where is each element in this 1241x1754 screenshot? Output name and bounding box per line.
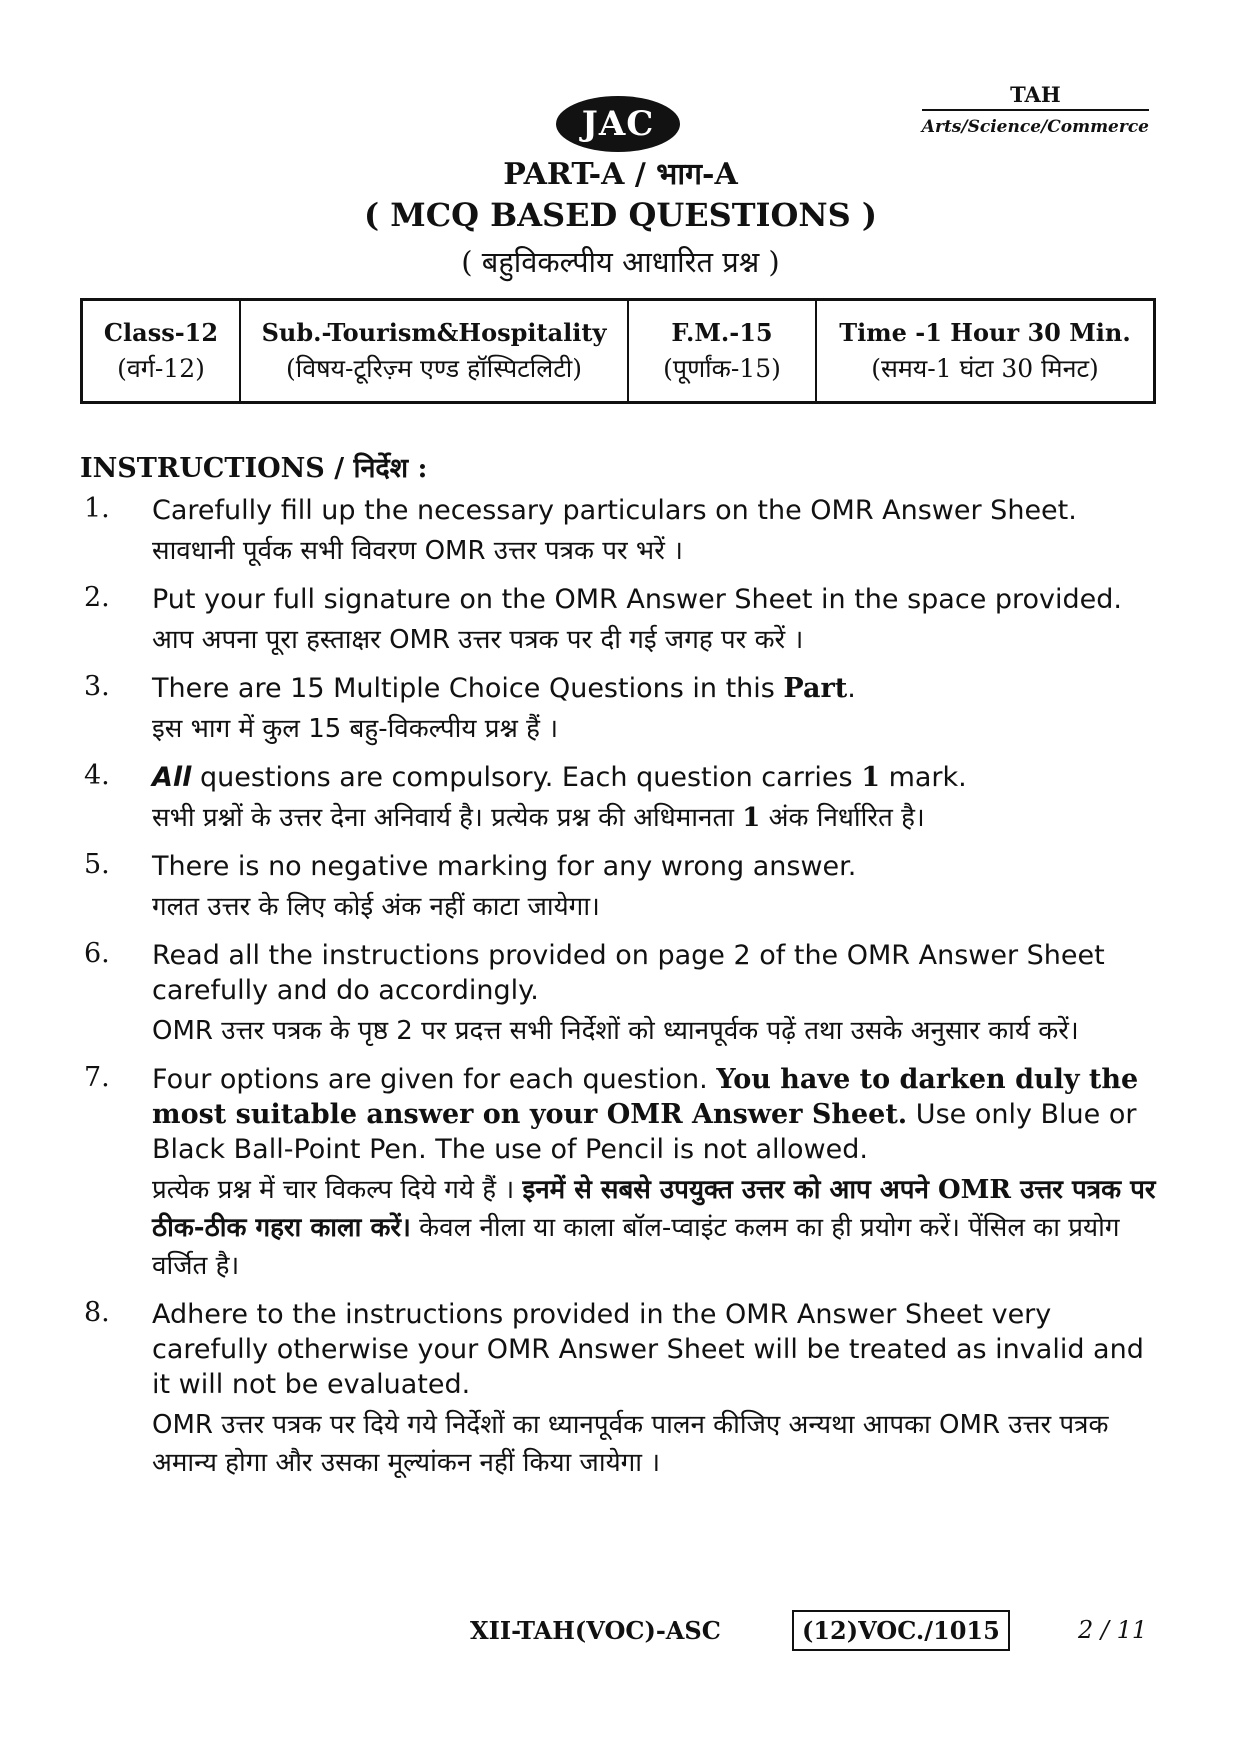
instruction-item (80, 1297, 1164, 1482)
item-number: 7. (84, 1062, 110, 1093)
footer-paper-code: XII-TAH(VOC)-ASC (470, 1616, 721, 1645)
text-run: केवल नीला या काला बॉल-प्वाइंट कलम का ही प्रयोग करें। पेंसिल का प्रयोग वर्जित है। (152, 1213, 1120, 1281)
instruction-en: Put your full signature on the OMR Answer Sheet in the space provided. (152, 584, 1123, 615)
section-title-hi: ( बहुविकल्पीय आधारित प्रश्न ) (461, 245, 780, 279)
bold-text: 1 (861, 762, 880, 793)
page-number: 2 / 11 (1078, 1616, 1148, 1644)
part-title: PART-A / भाग-A (503, 157, 738, 192)
subject-hi: (विषय-टूरिज़्म एण्ड हॉस्पिटलिटी) (285, 354, 583, 383)
text-run: Use only Blue or Black Ball-Point Pen. The use of Pencil is not allowed. (152, 1099, 1137, 1165)
bold-italic-text: All (152, 762, 192, 793)
instruction-item (80, 671, 1164, 748)
instruction-item (80, 760, 1164, 837)
bold-text: इनमें से सबसे उपयुक्त उत्तर को आप अपने OMR उत्तर पत्रक पर ठीक-ठीक गहरा काला करें। (152, 1175, 1156, 1243)
time-cell (816, 300, 1155, 403)
time-en: Time -1 Hour 30 Min. (839, 318, 1131, 347)
item-number: 1. (84, 493, 110, 524)
instruction-item (80, 849, 1164, 926)
instruction-hi: आप अपना पूरा हस्ताक्षर OMR उत्तर पत्रक पर दी गई जगह पर करें । (152, 625, 804, 655)
instruction-en: Adhere to the instructions provided in the OMR Answer Sheet very carefully otherwise your OMR Answer Sheet will be treated as invalid and it will not be evaluated. (152, 1299, 1144, 1400)
text-run: questions are compulsory. Each question carries (191, 762, 862, 793)
instructions-section (80, 448, 1164, 1494)
item-number: 4. (84, 760, 110, 791)
marks-cell (628, 300, 816, 403)
instruction-hi (152, 799, 1164, 837)
bold-text: 1 (742, 803, 761, 833)
bold-text: You have to darken duly the most suitable answer on your OMR Answer Sheet. (152, 1064, 1139, 1130)
instruction-hi: OMR उत्तर पत्रक पर दिये गये निर्देशों का ध्यानपूर्वक पालन कीजिए अन्यथा आपका OMR उत्तर पत्रक अमान्य होगा और उसका मूल्यांकन नहीं किया जायेगा । (152, 1410, 1109, 1478)
stream-label: Arts/Science/Commerce (921, 117, 1149, 137)
item-number: 3. (84, 671, 110, 702)
instruction-en (152, 1062, 1164, 1167)
text-run: Four options are given for each question. (152, 1064, 717, 1095)
subject-en: Sub.-Tourism&Hospitality (261, 318, 607, 347)
marks-hi: (पूर्णांक-15) (663, 354, 781, 383)
instruction-item (80, 1062, 1164, 1285)
item-number: 6. (84, 938, 110, 969)
jac-logo: JAC (556, 96, 680, 152)
instruction-en: There is no negative marking for any wrong answer. (152, 851, 857, 882)
text-run: प्रत्येक प्रश्न में चार विकल्प दिये गये हैं । (152, 1175, 523, 1205)
bold-text: Part (783, 673, 848, 704)
footer-box-code: (12)VOC./1015 (792, 1610, 1010, 1651)
class-en: Class-12 (103, 318, 219, 347)
exam-info-table (80, 298, 1156, 404)
instruction-hi (152, 1171, 1164, 1285)
time-hi: (समय-1 घंटा 30 मिनट) (871, 354, 1099, 383)
class-cell (82, 300, 241, 403)
text-run: mark. (879, 762, 967, 793)
paper-code-block (922, 82, 1149, 137)
text-run: सभी प्रश्नों के उत्तर देना अनिवार्य है। प्रत्येक प्रश्न की अधिमानता (152, 803, 743, 833)
instruction-hi: इस भाग में कुल 15 बहु-विकल्पीय प्रश्न हैं । (152, 714, 559, 744)
item-number: 8. (84, 1297, 110, 1328)
text-run: अंक निर्धारित है। (760, 803, 925, 833)
instructions-heading: INSTRUCTIONS / निर्देश : (80, 453, 428, 484)
instruction-en: Carefully fill up the necessary particulars on the OMR Answer Sheet. (152, 495, 1077, 526)
subject-code: TAH (922, 82, 1149, 111)
instruction-hi: सावधानी पूर्वक सभी विवरण OMR उत्तर पत्रक पर भरें । (152, 536, 683, 566)
instruction-item (80, 493, 1164, 570)
instruction-en (152, 760, 1164, 795)
subject-cell (240, 300, 628, 403)
text-run: . (847, 673, 856, 704)
text-run: There are 15 Multiple Choice Questions in this (152, 673, 784, 704)
item-number: 5. (84, 849, 110, 880)
section-title-en: ( MCQ BASED QUESTIONS ) (363, 196, 878, 234)
item-number: 2. (84, 582, 110, 613)
instruction-en (152, 671, 1164, 706)
marks-en: F.M.-15 (671, 318, 773, 347)
instruction-item (80, 938, 1164, 1050)
instruction-item (80, 582, 1164, 659)
instruction-en: Read all the instructions provided on page 2 of the OMR Answer Sheet carefully and do accordingly. (152, 940, 1105, 1006)
class-hi: (वर्ग-12) (117, 354, 205, 383)
instruction-hi: OMR उत्तर पत्रक के पृष्ठ 2 पर प्रदत्त सभी निर्देशों को ध्यानपूर्वक पढ़ें तथा उसके अनुसार कार्य करें। (152, 1016, 1079, 1046)
instruction-hi: गलत उत्तर के लिए कोई अंक नहीं काटा जायेगा। (152, 892, 600, 922)
